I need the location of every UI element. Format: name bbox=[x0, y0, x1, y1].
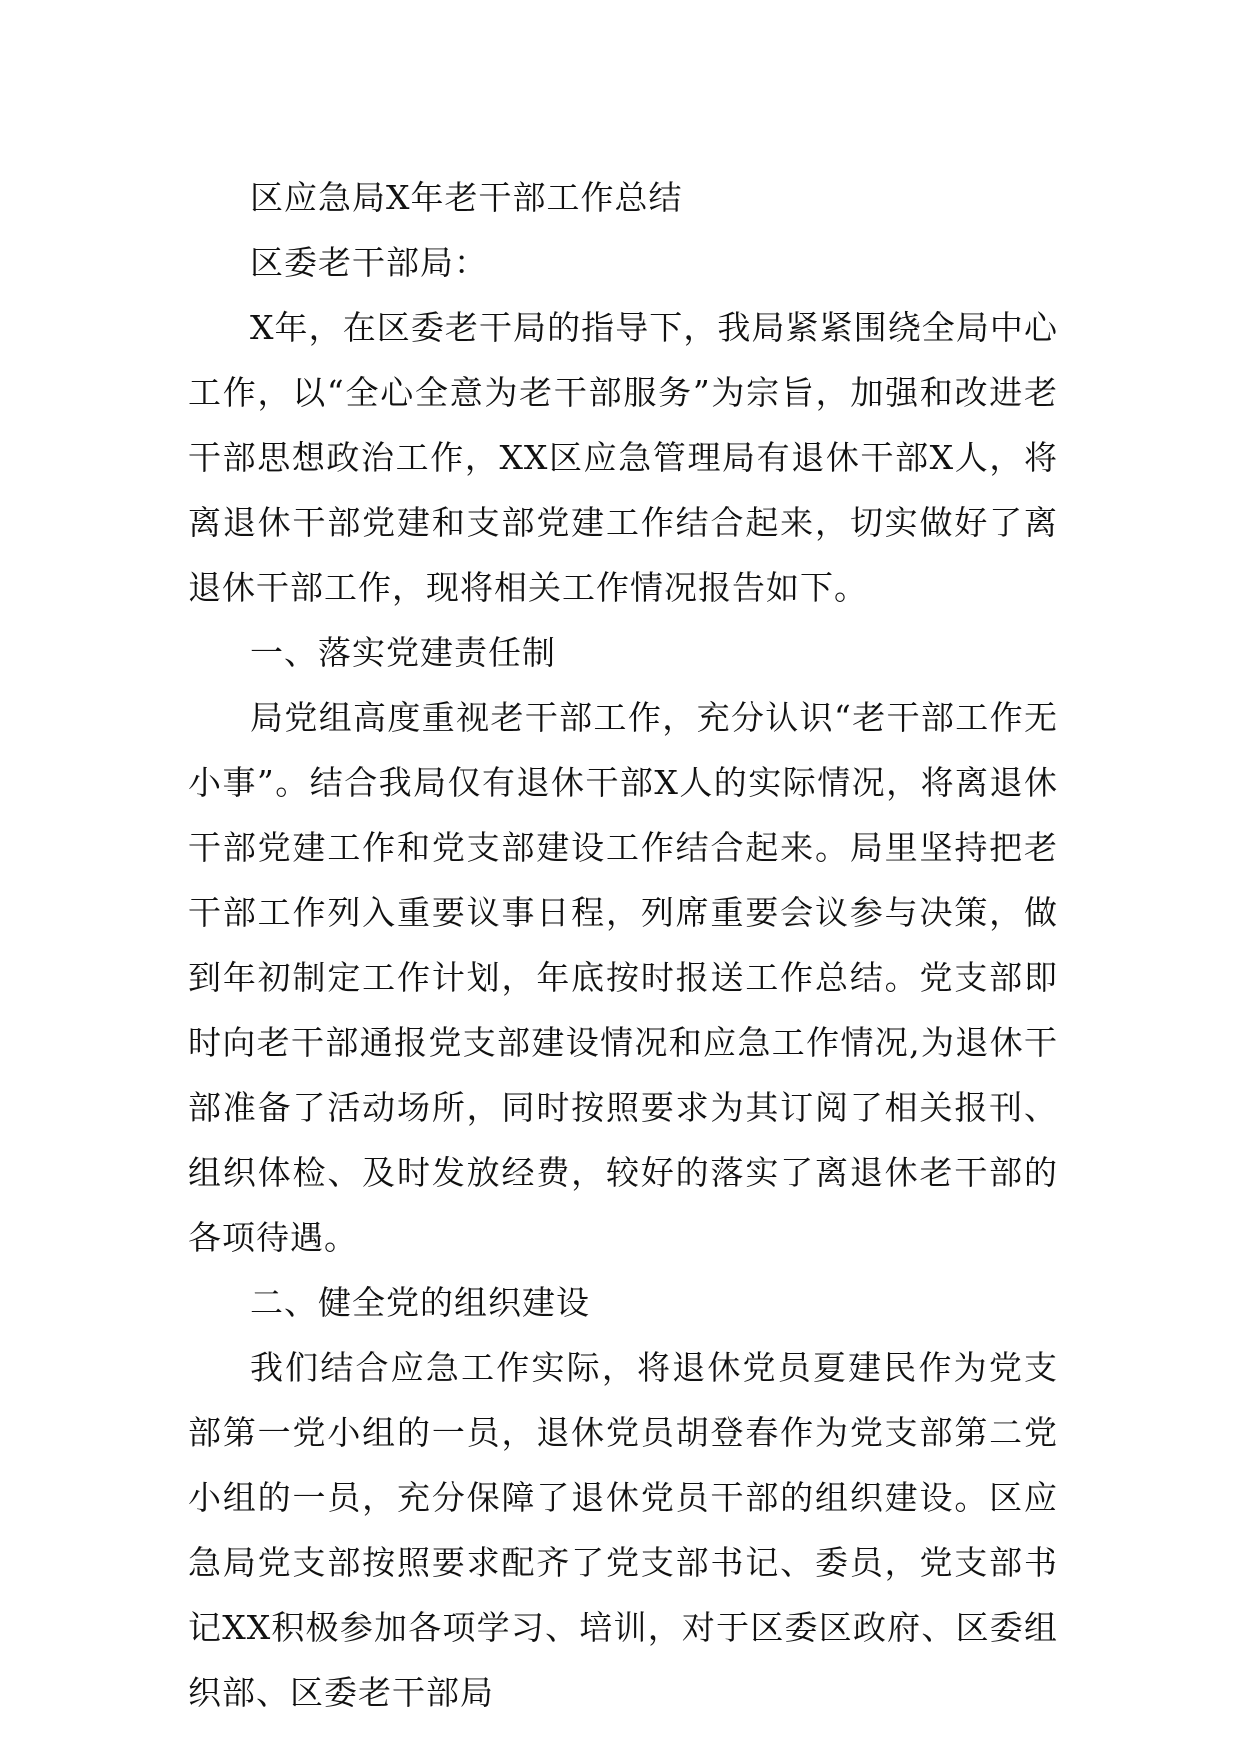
document-title: 区应急局X年老干部工作总结 bbox=[250, 178, 683, 217]
document-body bbox=[188, 165, 1058, 1725]
paragraph-section-2: 我们结合应急工作实际，将退休党员夏建民作为党支部第一党小组的一员，退休党员胡登春作为党支部第二党小组的一员，充分保障了退休党员干部的组织建设。区应急局党支部按照要求配齐了党支部书记、委员，党支部书记XX积极参加各项学习、培训，对于区委区政府、区委组织部、区委老干部局 bbox=[188, 1348, 1058, 1712]
paragraph-section-1: 局党组高度重视老干部工作，充分认识“老干部工作无小事”。结合我局仅有退休干部X人的实际情况，将离退休干部党建工作和党支部建设工作结合起来。局里坚持把老干部工作列入重要议事日程，列席重要会议参与决策，做到年初制定工作计划，年底按时报送工作总结。党支部即时向老干部通报党支部建设情况和应急工作情况,为退休干部准备了活动场所，同时按照要求为其订阅了相关报刊、组织体检、及时发放经费，较好的落实了离退休老干部的各项待遇。 bbox=[188, 698, 1058, 1257]
paragraph-intro: X年，在区委老干局的指导下，我局紧紧围绕全局中心工作，以“全心全意为老干部服务”为宗旨，加强和改进老干部思想政治工作，XX区应急管理局有退休干部X人，将离退休干部党建和支部党建工作结合起来，切实做好了离退休干部工作，现将相关工作情况报告如下。 bbox=[188, 308, 1058, 607]
section-heading-2: 二、健全党的组织建设 bbox=[250, 1283, 590, 1322]
salutation: 区委老干部局： bbox=[250, 243, 488, 282]
section-heading-1: 一、落实党建责任制 bbox=[250, 633, 556, 672]
